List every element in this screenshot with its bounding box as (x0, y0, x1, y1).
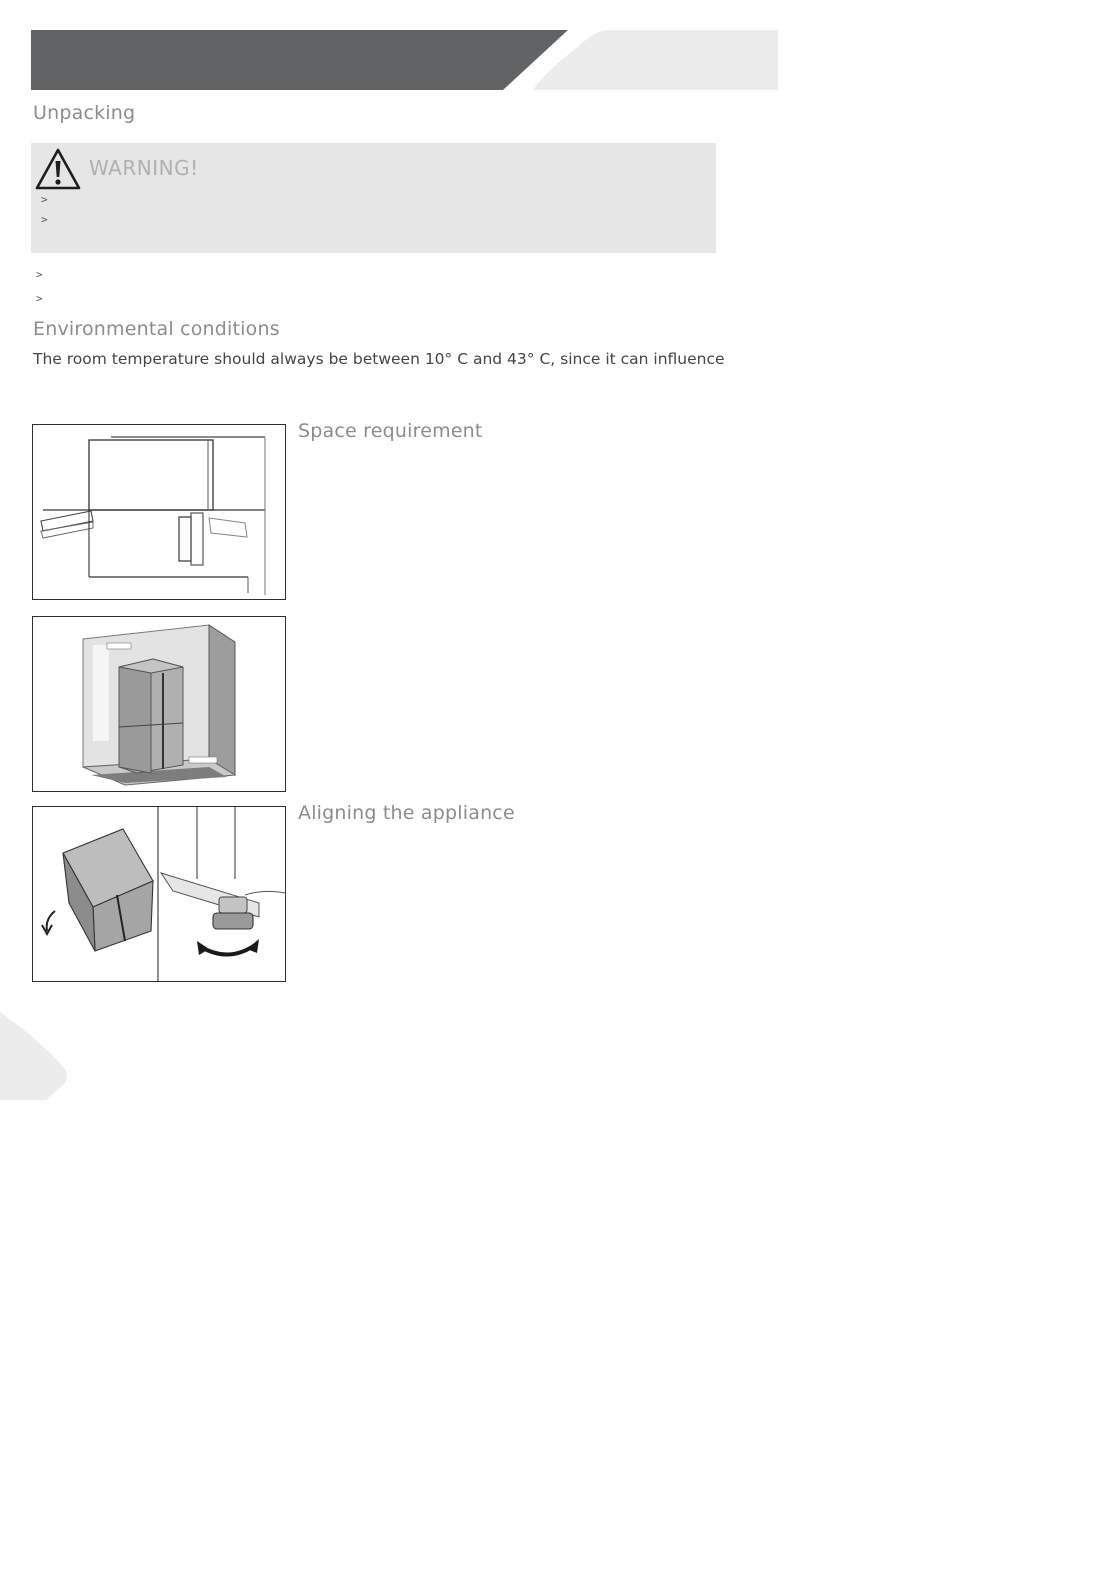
warning-title: WARNING! (89, 156, 199, 180)
warning-box (31, 143, 716, 253)
section-title-space: Space requirement (298, 420, 483, 442)
warning-bullet: > (41, 213, 48, 226)
environmental-text: The room temperature should always be between 10° C and 43° C, since it can influence (33, 350, 725, 368)
section-title-unpacking: Unpacking (33, 102, 136, 124)
fridge-door-clearance-figure (32, 424, 286, 600)
page-corner-mark (0, 1000, 80, 1110)
header-band (0, 0, 1108, 110)
list-bullet: > (36, 268, 43, 281)
fridge-levelling-feet-figure (32, 806, 286, 982)
warning-triangle-icon (35, 147, 81, 191)
fridge-in-room-figure (32, 616, 286, 792)
list-bullet: > (36, 292, 43, 305)
section-title-environmental: Environmental conditions (33, 318, 280, 340)
warning-bullet: > (41, 193, 48, 206)
section-title-aligning: Aligning the appliance (298, 802, 515, 824)
